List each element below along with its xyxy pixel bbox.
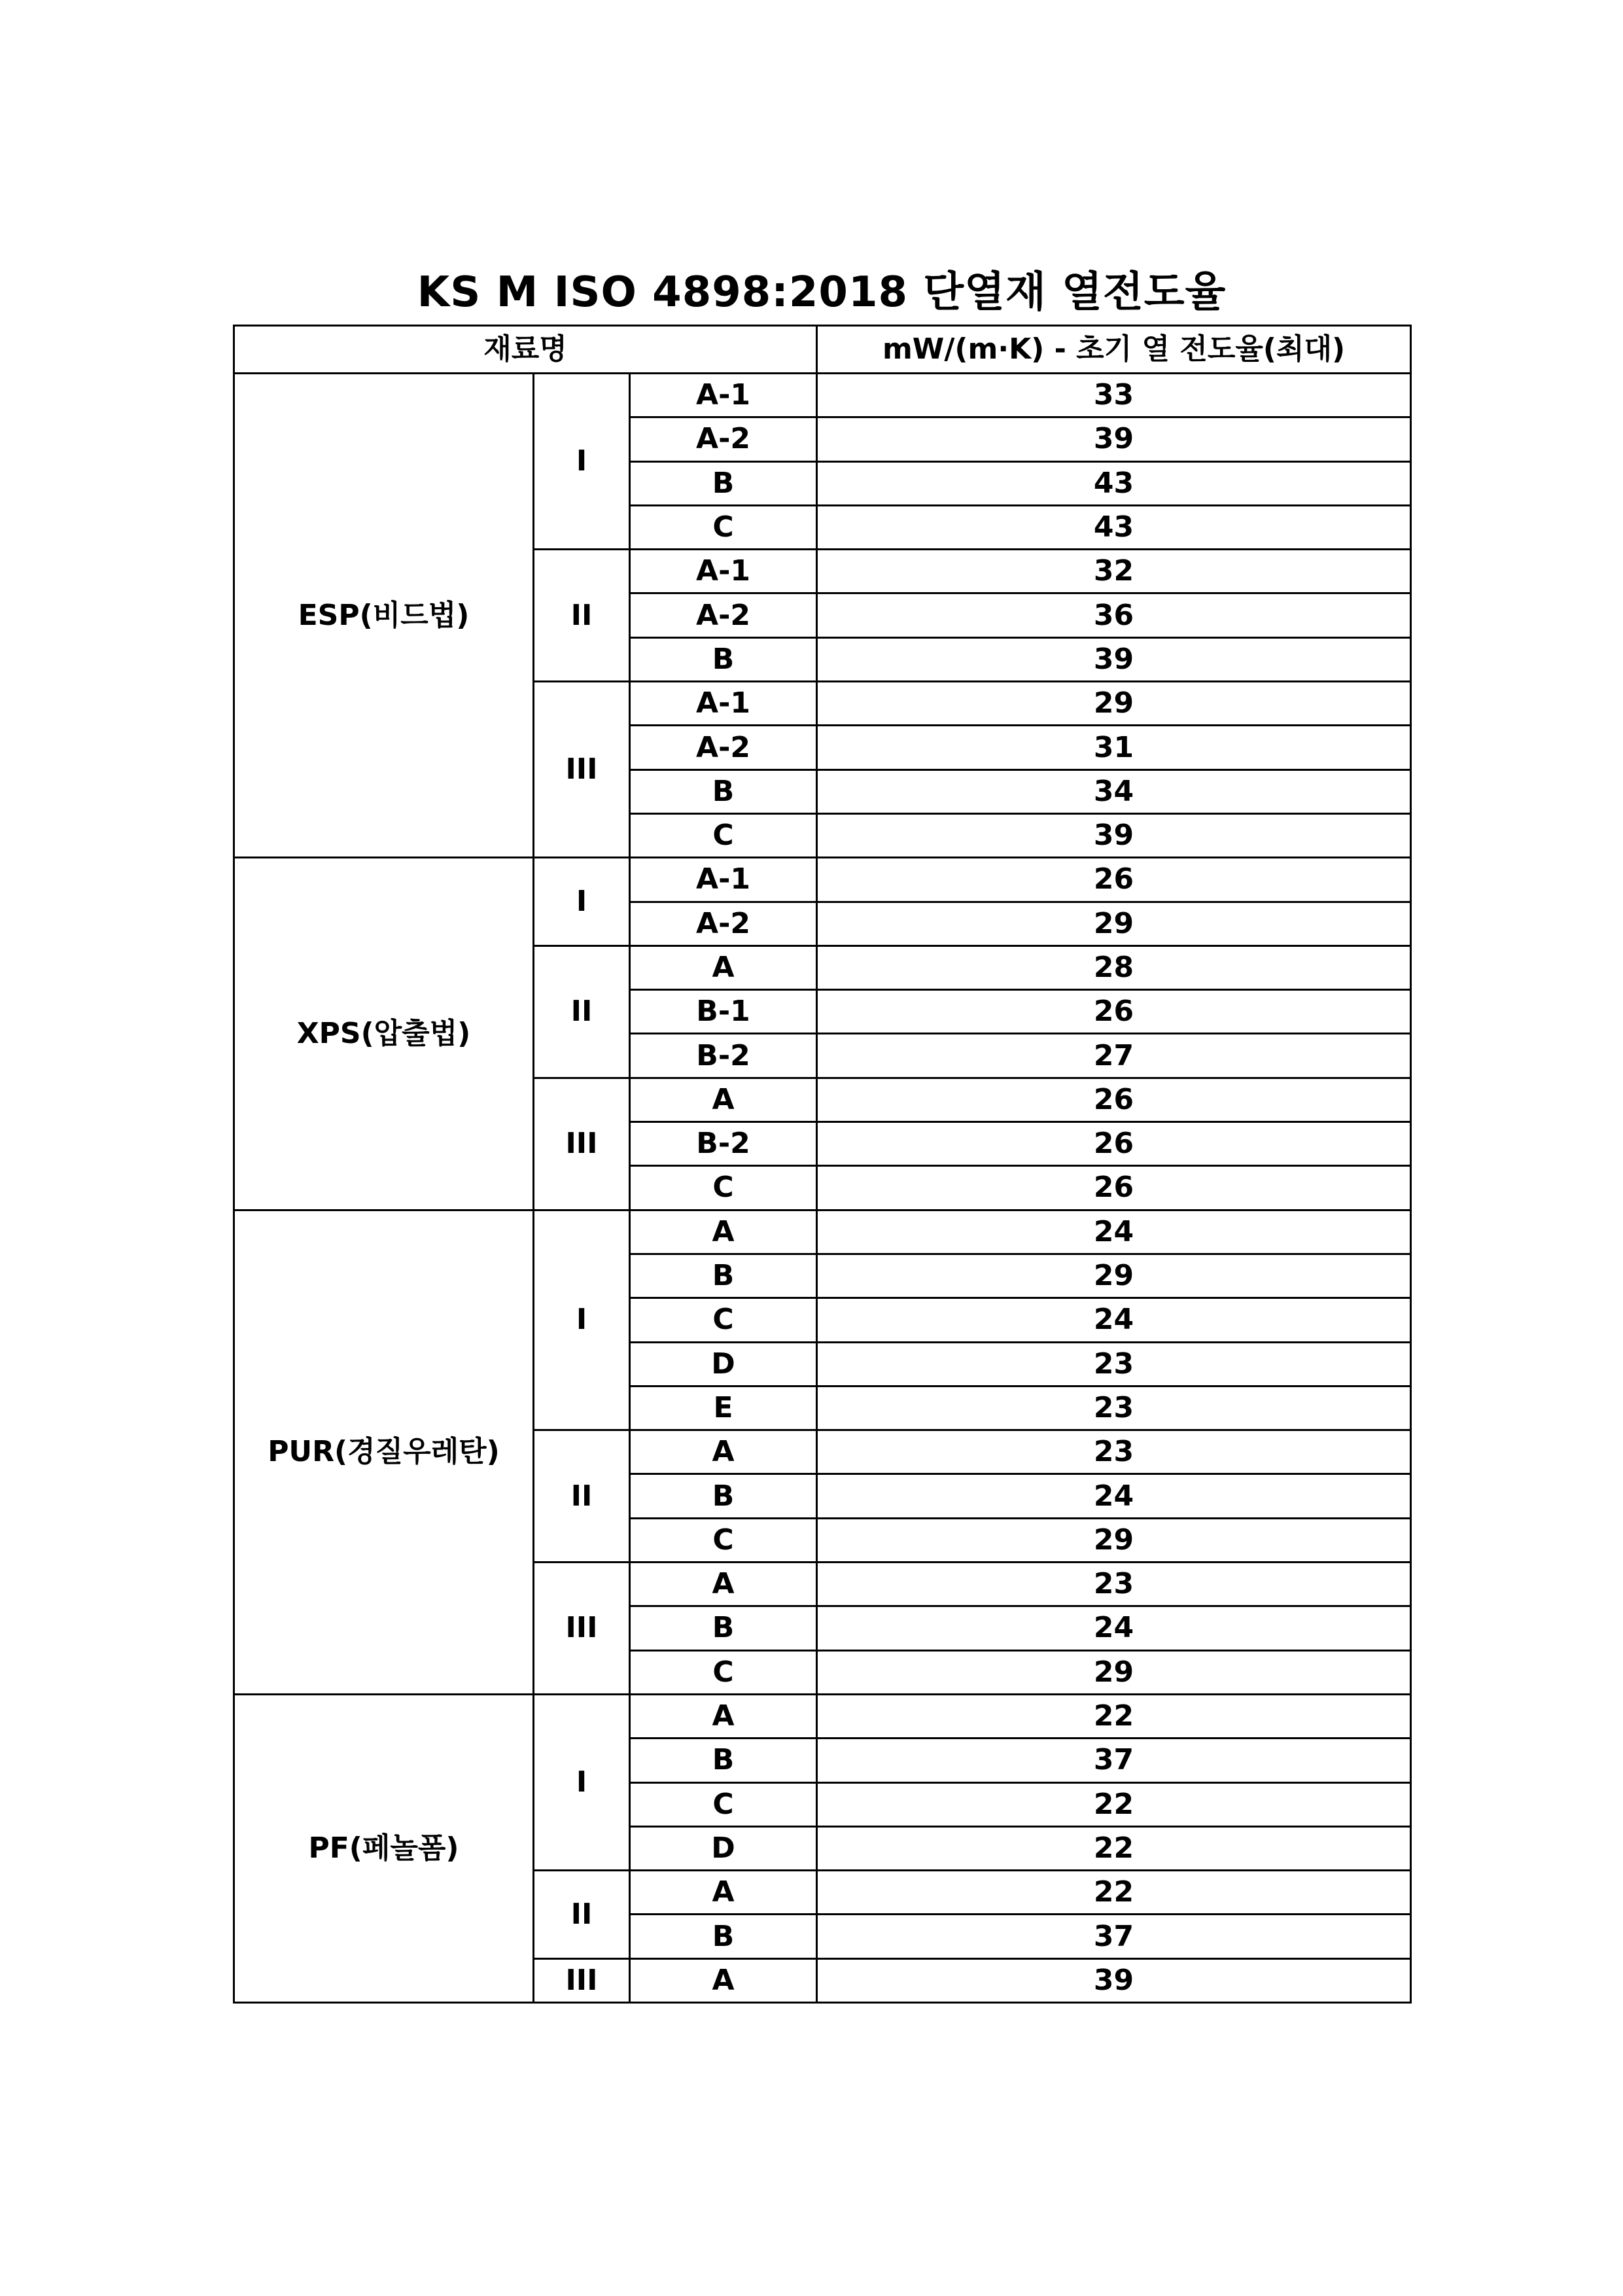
value-cell: 26 (817, 990, 1411, 1034)
grade-cell: B (630, 769, 817, 813)
grade-cell: B-2 (630, 1034, 817, 1078)
grade-cell: B (630, 461, 817, 505)
grade-cell: C (630, 505, 817, 549)
grade-cell: B (630, 1739, 817, 1782)
value-cell: 39 (817, 813, 1411, 857)
value-cell: 26 (817, 1166, 1411, 1210)
type-cell: III (534, 1563, 630, 1695)
header-value: mW/(m·K) - 초기 열 전도율(최대) (817, 326, 1411, 374)
type-cell: III (534, 1958, 630, 2002)
type-cell: III (534, 1078, 630, 1210)
value-cell: 39 (817, 417, 1411, 461)
value-cell: 22 (817, 1871, 1411, 1915)
material-name: PUR(경질우레탄) (234, 1210, 534, 1694)
grade-cell: C (630, 1650, 817, 1694)
value-cell: 26 (817, 1078, 1411, 1122)
value-cell: 26 (817, 1122, 1411, 1166)
grade-cell: A-1 (630, 858, 817, 902)
type-cell: I (534, 1210, 630, 1430)
type-cell: II (534, 550, 630, 682)
grade-cell: C (630, 1782, 817, 1826)
grade-cell: A (630, 1694, 817, 1738)
header-row (234, 326, 1411, 374)
value-cell: 24 (817, 1298, 1411, 1342)
table-row (234, 374, 1411, 417)
value-cell: 23 (817, 1386, 1411, 1430)
value-cell: 29 (817, 902, 1411, 945)
type-cell: I (534, 374, 630, 550)
grade-cell: D (630, 1342, 817, 1386)
grade-cell: E (630, 1386, 817, 1430)
grade-cell: A (630, 1563, 817, 1606)
value-cell: 23 (817, 1563, 1411, 1606)
material-name: ESP(비드법) (234, 374, 534, 858)
grade-cell: C (630, 1518, 817, 1562)
table-row (234, 858, 1411, 902)
grade-cell: B (630, 1254, 817, 1298)
material-name: XPS(압출법) (234, 858, 534, 1210)
grade-cell: A-2 (630, 902, 817, 945)
value-cell: 39 (817, 637, 1411, 681)
grade-cell: A (630, 1871, 817, 1915)
type-cell: II (534, 945, 630, 1078)
grade-cell: A (630, 1078, 817, 1122)
grade-cell: B-1 (630, 990, 817, 1034)
value-cell: 29 (817, 1650, 1411, 1694)
value-cell: 24 (817, 1210, 1411, 1254)
grade-cell: B (630, 1606, 817, 1650)
value-cell: 23 (817, 1342, 1411, 1386)
value-cell: 31 (817, 726, 1411, 769)
document-title: KS M ISO 4898:2018 단열재 열전도율 (417, 268, 1227, 317)
grade-cell: C (630, 1298, 817, 1342)
grade-cell: A-1 (630, 550, 817, 593)
grade-cell: B (630, 637, 817, 681)
value-cell: 43 (817, 461, 1411, 505)
value-cell: 29 (817, 1518, 1411, 1562)
grade-cell: A (630, 945, 817, 989)
value-cell: 24 (817, 1606, 1411, 1650)
grade-cell: C (630, 1166, 817, 1210)
grade-cell: B (630, 1474, 817, 1518)
grade-cell: C (630, 813, 817, 857)
grade-cell: A-1 (630, 682, 817, 726)
grade-cell: B-2 (630, 1122, 817, 1166)
grade-cell: B (630, 1915, 817, 1958)
value-cell: 22 (817, 1826, 1411, 1870)
value-cell: 34 (817, 769, 1411, 813)
value-cell: 28 (817, 945, 1411, 989)
value-cell: 23 (817, 1430, 1411, 1474)
value-cell: 37 (817, 1739, 1411, 1782)
grade-cell: A (630, 1430, 817, 1474)
value-cell: 24 (817, 1474, 1411, 1518)
thermal-conductivity-table (233, 325, 1412, 2004)
grade-cell: A-2 (630, 726, 817, 769)
value-cell: 33 (817, 374, 1411, 417)
type-cell: III (534, 682, 630, 858)
header-material: 재료명 (234, 326, 817, 374)
value-cell: 22 (817, 1694, 1411, 1738)
value-cell: 27 (817, 1034, 1411, 1078)
value-cell: 32 (817, 550, 1411, 593)
value-cell: 36 (817, 593, 1411, 637)
value-cell: 39 (817, 1958, 1411, 2002)
value-cell: 37 (817, 1915, 1411, 1958)
type-cell: I (534, 858, 630, 946)
table-row (234, 1694, 1411, 1738)
value-cell: 22 (817, 1782, 1411, 1826)
grade-cell: A (630, 1958, 817, 2002)
value-cell: 29 (817, 682, 1411, 726)
grade-cell: A-2 (630, 417, 817, 461)
grade-cell: A-1 (630, 374, 817, 417)
grade-cell: A-2 (630, 593, 817, 637)
type-cell: II (534, 1430, 630, 1563)
value-cell: 29 (817, 1254, 1411, 1298)
table-body (234, 326, 1411, 2003)
grade-cell: A (630, 1210, 817, 1254)
grade-cell: D (630, 1826, 817, 1870)
material-name: PF(페놀폼) (234, 1694, 534, 2002)
type-cell: II (534, 1871, 630, 1959)
type-cell: I (534, 1694, 630, 1870)
table-row (234, 1210, 1411, 1254)
value-cell: 26 (817, 858, 1411, 902)
value-cell: 43 (817, 505, 1411, 549)
